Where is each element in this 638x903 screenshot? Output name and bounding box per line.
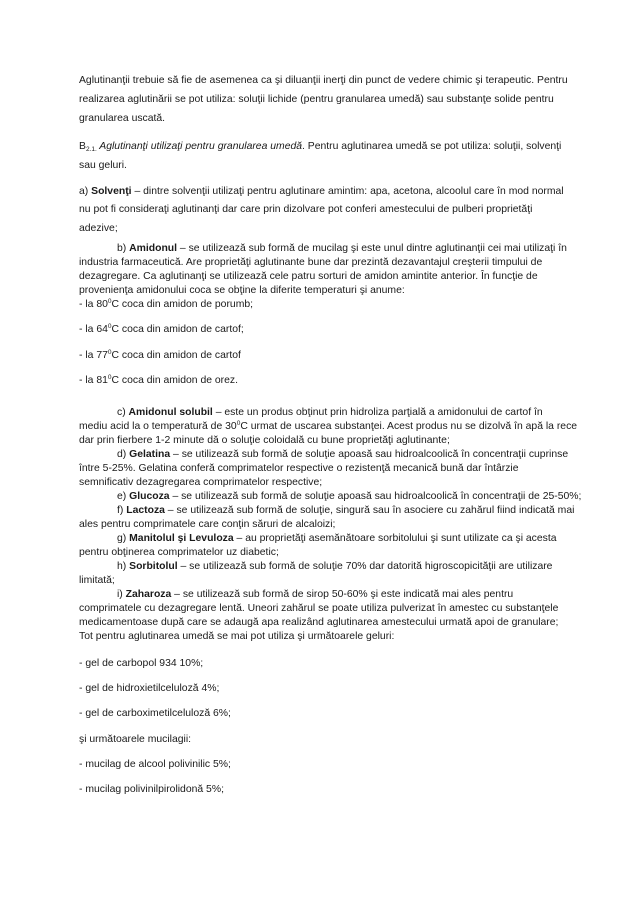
text: - la 81 xyxy=(79,375,108,386)
text: C coca din amidon de cartof xyxy=(111,350,241,361)
item-i-line xyxy=(79,630,557,643)
text: . Pentru aglutinarea umedă se pot utiliza: soluţii, solvenţi xyxy=(302,141,562,152)
item-g-line xyxy=(79,546,557,559)
item-title: Zaharoza xyxy=(125,589,172,600)
item-marker: c) xyxy=(117,407,129,418)
temperature-item xyxy=(79,374,557,387)
gel-item xyxy=(79,707,557,720)
item-title: Glucoza xyxy=(129,491,170,502)
text: semnificativ dezagregarea comprimatelor respective; xyxy=(79,477,323,488)
text: C coca din amidon de orez. xyxy=(111,375,239,386)
item-d-line xyxy=(79,462,557,475)
paragraph-intro-line xyxy=(79,112,557,125)
item-a-line xyxy=(79,185,564,198)
section-heading-line xyxy=(79,159,557,172)
text: – dintre solvenţii utilizaţi pentru aglutinare amintim: apa, acetona, alcoolul care în mod normal xyxy=(131,186,564,197)
text: - gel de carbopol 934 10%; xyxy=(79,658,204,669)
item-b-line xyxy=(79,242,567,255)
text: mediu acid la o temperatură de 30 xyxy=(79,421,237,432)
degree-sup: 0 xyxy=(107,323,112,330)
text: provenienţa amidonului coca se obţine la diferite temperaturi şi anume: xyxy=(79,285,405,296)
text: C coca din amidon de cartof; xyxy=(111,324,244,335)
text: limitată; xyxy=(79,575,115,586)
text: dar prin fierbere 1-2 minute dă o soluţie coloidală cu bune proprietăţi aglutinante; xyxy=(79,435,450,446)
section-heading-line xyxy=(79,140,562,153)
mucilage-intro xyxy=(79,733,557,746)
text: - gel de carboximetilceluloză 6%; xyxy=(79,708,231,719)
item-marker: h) xyxy=(117,561,130,572)
temperature-item xyxy=(79,323,557,336)
text: comprimatele cu dezagregare lentă. Uneori zahărul se poate utiliza pulverizat în amestec cu substanţele xyxy=(79,603,559,614)
text: – se utilizează sub formă de sirop 50-60% şi este indicată mai ales pentru xyxy=(171,589,514,600)
text: industria farmaceutică. Are proprietăţi aglutinante bune dar prezintă dezavantajul creşterii timpului de xyxy=(79,257,543,268)
item-a-line xyxy=(79,222,557,235)
text: – este un produs obţinut prin hidroliza parţială a amidonului de cartof în xyxy=(212,407,543,418)
section-prefix: B xyxy=(79,141,86,152)
temperature-item xyxy=(79,349,557,362)
text: – se utilizează sub formă de mucilag şi este unul dintre aglutinanţii cei mai utilizaţi în xyxy=(177,243,567,254)
item-a-line xyxy=(79,203,557,216)
text: pentru obţinerea comprimatelor uz diabetic; xyxy=(79,547,279,558)
text: dezagregare. Ca aglutinanţi se utilizează cele patru sorturi de amidon amintite anterior. În funcţie de xyxy=(79,271,538,282)
item-title: Manitolul şi Levuloza xyxy=(129,533,234,544)
section-title: Aglutinanţi utilizaţi pentru granularea umedă xyxy=(96,141,303,152)
item-i-line xyxy=(79,616,557,629)
text: – au proprietăţi asemănătoare sorbitolului şi sunt utilizate ca şi acesta xyxy=(233,533,557,544)
text: – se utilizează sub formă de soluţie 70% dar datorită higroscopicităţii are utilizare xyxy=(177,561,553,572)
text: adezive; xyxy=(79,223,118,234)
text: - mucilag polivinilpirolidonă 5%; xyxy=(79,784,224,795)
item-h-line xyxy=(79,560,557,573)
text: - la 64 xyxy=(79,324,108,335)
degree-sup: 0 xyxy=(107,374,112,381)
item-marker: e) xyxy=(117,491,130,502)
text: nu pot fi consideraţi aglutinanţi dar care prin dizolvare pot conferi amestecului de pulberi proprietăţi xyxy=(79,204,533,215)
item-i-line xyxy=(79,602,557,615)
text: - mucilag de alcool polivinilic 5%; xyxy=(79,759,231,770)
section-prefix-sub: 2.1. xyxy=(85,146,97,153)
item-title: Amidonul solubil xyxy=(128,407,213,418)
mucilage-item xyxy=(79,758,557,771)
item-b-line xyxy=(79,270,557,283)
item-b-line xyxy=(79,284,557,297)
item-e-line xyxy=(79,490,582,503)
text: sau geluri. xyxy=(79,160,127,171)
degree-sup: 0 xyxy=(107,349,112,356)
text: granularea uscată. xyxy=(79,113,166,124)
text: - la 77 xyxy=(79,350,108,361)
item-g-line xyxy=(79,532,557,545)
item-title: Lactoza xyxy=(126,505,165,516)
item-marker: a) xyxy=(79,186,92,197)
text: C urmat de uscarea substanţei. Acest produs nu se dizolvă în apă la rece xyxy=(240,421,578,432)
paragraph-intro-line xyxy=(79,74,568,87)
item-d-line xyxy=(79,448,569,461)
text: Tot pentru aglutinarea umedă se mai pot utiliza şi următoarele geluri: xyxy=(79,631,395,642)
gel-item xyxy=(79,657,557,670)
text: şi următoarele mucilagii: xyxy=(79,734,192,745)
item-c-line xyxy=(79,420,578,433)
item-title: Gelatina xyxy=(129,449,171,460)
gel-item xyxy=(79,682,557,695)
item-b-line xyxy=(79,256,557,269)
temperature-item xyxy=(79,298,557,311)
text: - la 80 xyxy=(79,299,108,310)
text: C coca din amidon de porumb; xyxy=(111,299,254,310)
item-marker: i) xyxy=(117,589,126,600)
text: – se utilizează sub formă de soluţie apoasă sau hidroalcoolică în concentraţii cuprinse xyxy=(170,449,569,460)
item-marker: f) xyxy=(117,505,127,516)
item-marker: d) xyxy=(117,449,130,460)
item-c-line xyxy=(79,406,557,419)
text: – se utilizează sub formă de soluţie, singură sau în asociere cu zahărul fiind indicată mai xyxy=(164,505,575,516)
item-title: Amidonul xyxy=(129,243,178,254)
item-c-line xyxy=(79,434,557,447)
item-d-line xyxy=(79,476,557,489)
item-title: Sorbitolul xyxy=(129,561,178,572)
item-marker: b) xyxy=(117,243,130,254)
text: - gel de hidroxietilceluloză 4%; xyxy=(79,683,220,694)
paragraph-intro-line xyxy=(79,93,557,106)
text: între 5-25%. Gelatina conferă comprimatelor respective o rezistenţă mecanică bună dar întârzie xyxy=(79,463,519,474)
text: – se utilizează sub formă de soluţie apoasă sau hidroalcoolică în concentraţii de 25-50%; xyxy=(169,491,582,502)
text: medicamentoase după care se adaugă apa realizând aglutinarea amestecului urmată apoi de granulare; xyxy=(79,617,559,628)
item-f-line xyxy=(79,504,575,517)
text: realizarea aglutinării se pot utiliza: soluţii lichide (pentru granularea umedă) sau substanţe solide pentru xyxy=(79,94,554,105)
degree-sup: 0 xyxy=(107,298,112,305)
item-title: Solvenţi xyxy=(91,186,132,197)
degree-sup: 0 xyxy=(236,420,241,427)
text: ales pentru comprimatele care conţin săruri de alcaloizi; xyxy=(79,519,336,530)
item-h-line xyxy=(79,574,557,587)
text: Aglutinanţii trebuie să fie de asemenea ca şi diluanţii inerţi din punct de vedere chimic şi terapeutic. Pentru xyxy=(79,75,568,86)
item-marker: g) xyxy=(117,533,130,544)
item-f-line xyxy=(79,518,557,531)
mucilage-item xyxy=(79,783,557,796)
item-i-line xyxy=(79,588,557,601)
